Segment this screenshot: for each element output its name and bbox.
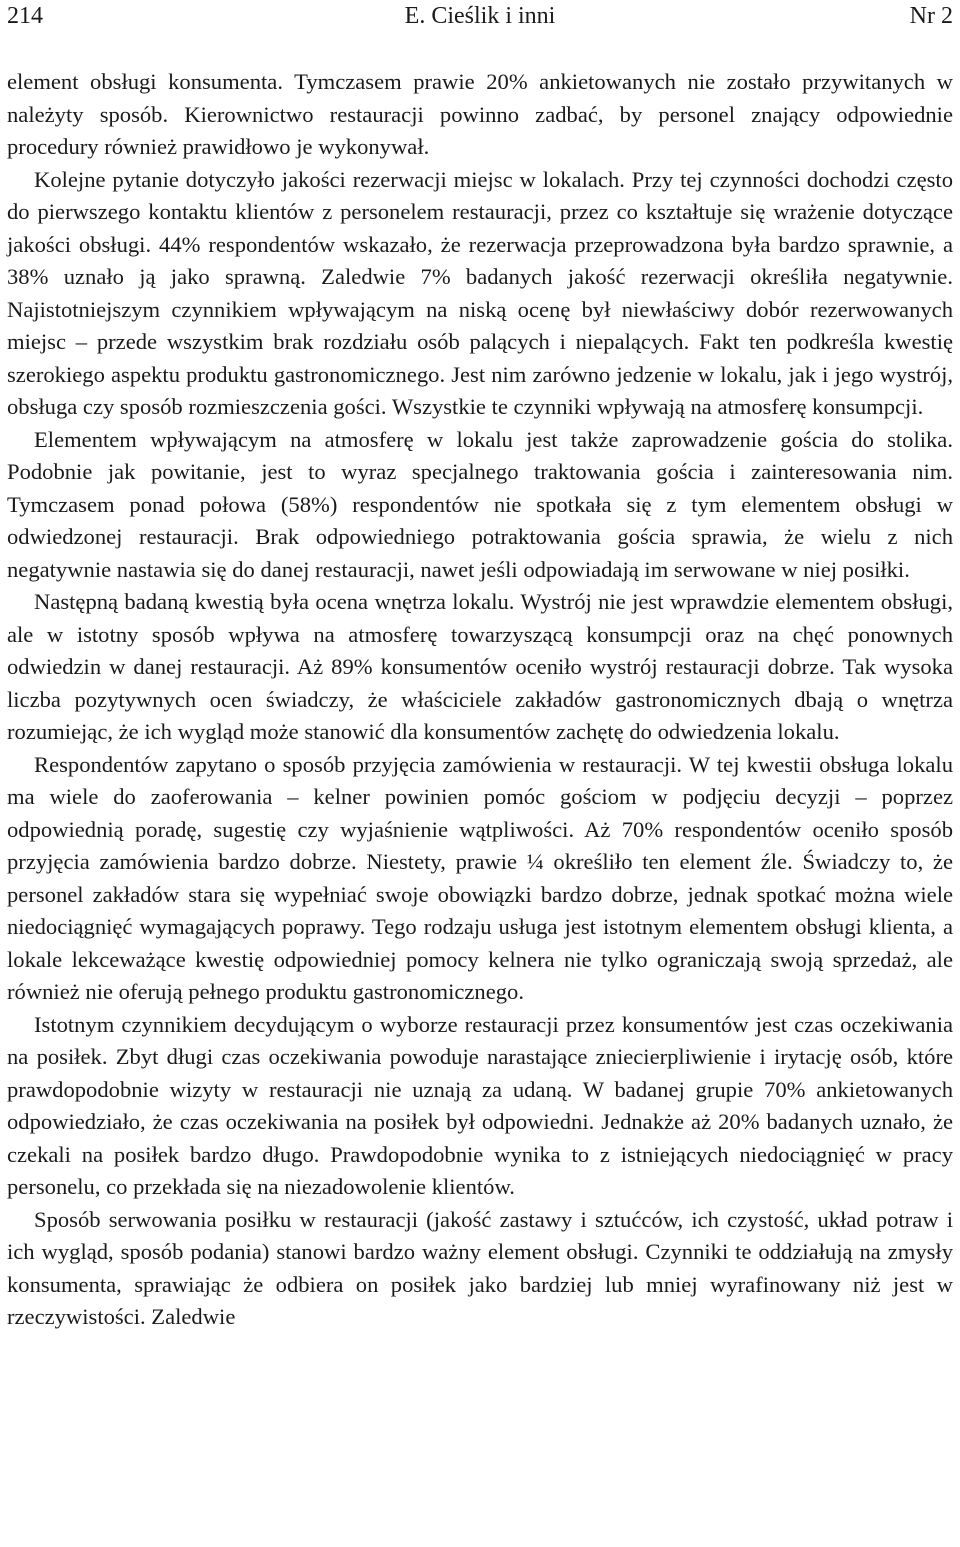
running-header bbox=[7, 0, 953, 32]
paragraph: Kolejne pytanie dotyczyło jakości rezerwacji miejsc w lokalach. Przy tej czynności dochodzi często do pierwszego kontaktu klientów z personelem restauracji, przez co kształtuje się wrażenie dotyczące jakości obsługi. 44% respondentów wskazało, że rezerwacja przeprowadzona była bardzo sprawnie, a 38% uznało ją jako sprawną. Zaledwie 7% badanych jakość rezerwacji określiła negatywnie. Najistotniejszym czynnikiem wpływającym na niską ocenę był niewłaściwy dobór rezerwowanych miejsc – przede wszystkim brak rozdziału osób palących i niepalących. Fakt ten podkreśla kwestię szerokiego aspektu produktu gastronomicznego. Jest nim zarówno jedzenie w lokalu, jak i jego wystrój, obsługa czy sposób rozmieszczenia gości. Wszystkie te czynniki wpływają na atmosferę konsumpcji. bbox=[7, 166, 953, 419]
paragraph: Respondentów zapytano o sposób przyjęcia zamówienia w restauracji. W tej kwestii obsługa lokalu ma wiele do zaoferowania – kelner powinien pomóc gościom w podjęciu decyzji – poprzez odpowiednią poradę, sugestię czy wyjaśnienie wątpliwości. Aż 70% respondentów oceniło sposób przyjęcia zamówienia bardzo dobrze. Niestety, prawie ¼ określiło ten element źle. Świadczy to, że personel zakładów stara się wypełniać swoje obowiązki bardzo dobrze, jednak spotkać można wiele niedociągnięć wymagających poprawy. Tego rodzaju usługa jest istotnym elementem obsługi klienta, a lokale lekceważące kwestię odpowiedniej pomocy kelnera nie tylko ograniczają swoją sprzedaż, ale również nie oferują pełnego produktu gastronomicznego. bbox=[7, 751, 953, 1004]
paragraph: Następną badaną kwestią była ocena wnętrza lokalu. Wystrój nie jest wprawdzie elementem obsługi, ale w istotny sposób wpływa na atmosferę towarzyszącą konsumpcji oraz na chęć ponownych odwiedzin w danej restauracji. Aż 89% konsumentów oceniło wystrój restauracji dobrze. Tak wysoka liczba pozytywnych ocen świadczy, że właściciele zakładów gastronomicznych dbają o wnętrza rozumiejąc, że ich wygląd może stanowić dla konsumentów zachętę do odwiedzenia lokalu. bbox=[7, 589, 953, 744]
paragraph: Istotnym czynnikiem decydującym o wyborze restauracji przez konsumentów jest czas oczekiwania na posiłek. Zbyt długi czas oczekiwania powoduje narastające zniecierpliwienie i irytację osób, które prawdopodobnie wizyty w restauracji nie uznają za udaną. W badanej grupie 70% ankietowanych odpowiedziało, że czas oczekiwania na posiłek był odpowiedni. Jednakże aż 20% badanych uznało, że czekali na posiłek bardzo długo. Prawdopodobnie wynika to z istniejących niedociągnięć w pracy personelu, co przekłada się na niezadowolenie klientów. bbox=[7, 1011, 953, 1199]
issue-number: Nr 2 bbox=[909, 3, 953, 29]
document-page bbox=[7, 0, 953, 1329]
paragraph: Sposób serwowania posiłku w restauracji (jakość zastawy i sztućców, ich czystość, układ potraw i ich wygląd, sposób podania) stanowi bardzo ważny element obsługi. Czynniki te oddziałują na zmysły konsumenta, sprawiając że odbiera on posiłek jako bardziej lub mniej wyrafinowany niż jest w rzeczywistości. Zaledwie bbox=[7, 1206, 953, 1329]
paragraph: element obsługi konsumenta. Tymczasem prawie 20% ankietowanych nie zostało przywitanych w należyty sposób. Kierownictwo restauracji powinno zadbać, by personel znający odpowiednie procedury również prawidłowo je wykonywał. bbox=[7, 69, 953, 159]
page-number: 214 bbox=[7, 3, 43, 29]
running-head-authors: E. Cieślik i inni bbox=[404, 3, 556, 29]
paragraph: Elementem wpływającym na atmosferę w lokalu jest także zaprowadzenie gościa do stolika. Podobnie jak powitanie, jest to wyraz specjalnego traktowania gościa i zainteresowania nim. Tymczasem ponad połowa (58%) respondentów nie spotkała się z tym elementem obsługi w odwiedzonej restauracji. Brak odpowiedniego potraktowania gościa sprawia, że wielu z nich negatywnie nastawia się do danej restauracji, nawet jeśli odpowiadają im serwowane w niej posiłki. bbox=[7, 426, 953, 582]
article-body bbox=[7, 66, 953, 1334]
